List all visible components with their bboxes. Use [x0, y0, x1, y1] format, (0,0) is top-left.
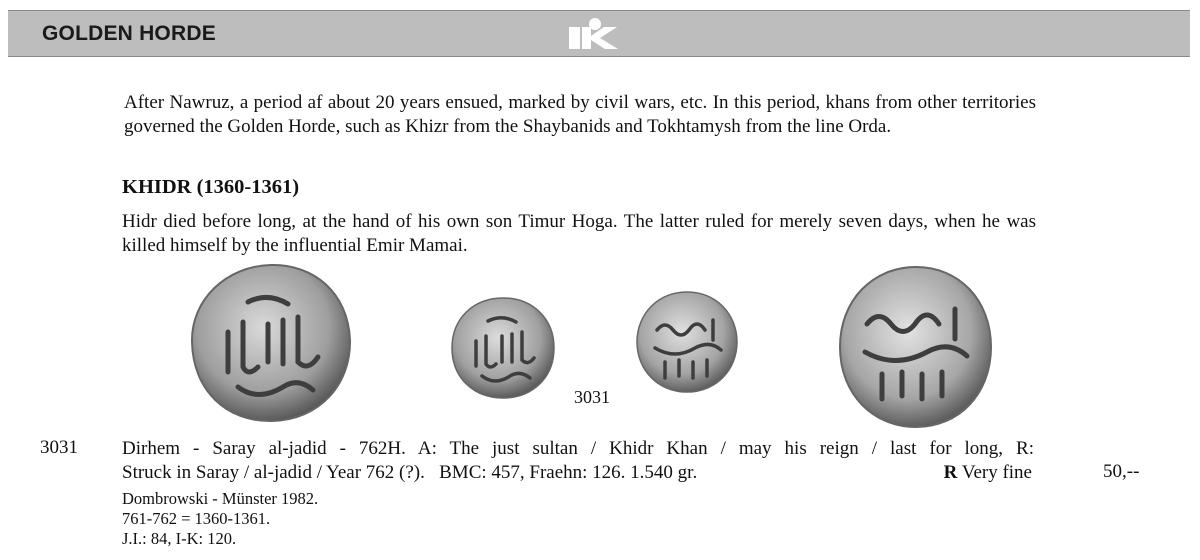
lot-price: 50,-- [1103, 461, 1140, 482]
ik-logo-icon [561, 17, 621, 53]
lot-description-line-1: Dirhem - Saray al-jadid - 762H. A: The just sultan / Khidr Khan / may his reign / last for long, R: [122, 438, 1034, 459]
ruler-paragraph: Hidr died before long, at the hand of his own son Timur Hoga. The latter ruled for merely seven days, when he was killed himself by the influential Emir Mamai. [122, 211, 1036, 256]
lot-description-line-2: Struck in Saray / al-jadid / Year 762 (?). BMC: 457, Fraehn: 126. 1.540 gr. [122, 462, 698, 483]
lot-references [122, 489, 318, 549]
rarity-badge: R [943, 462, 958, 483]
reference-line: 761-762 = 1360-1361. [122, 509, 271, 528]
intro-paragraph: After Nawruz, a period af about 20 years ensued, marked by civil wars, etc. In this period, khans from other territories governed the Golden Horde, such as Khizr from the Shaybanids and Tokhtamysh from the line Orda. [124, 92, 1036, 137]
ruler-heading: KHIDR (1360-1361) [122, 176, 300, 198]
section-title: GOLDEN HORDE [42, 22, 216, 45]
grade-text: Very fine [961, 462, 1032, 483]
coin-reverse-large-image [837, 264, 994, 430]
coin-image-number: 3031 [574, 387, 610, 407]
coin-obverse-large-image [188, 262, 353, 424]
reference-line: J.I.: 84, I-K: 120. [122, 529, 237, 548]
coin-reverse-small-image [635, 290, 739, 394]
lot-number: 3031 [40, 437, 78, 458]
coin-obverse-small-image [450, 296, 556, 400]
lot-description [122, 437, 1034, 485]
page-header-bar [8, 10, 1190, 57]
lot-description-line-2-row [122, 461, 1034, 485]
lot-grade-group [944, 461, 1032, 485]
reference-line: Dombrowski - Münster 1982. [122, 489, 319, 508]
